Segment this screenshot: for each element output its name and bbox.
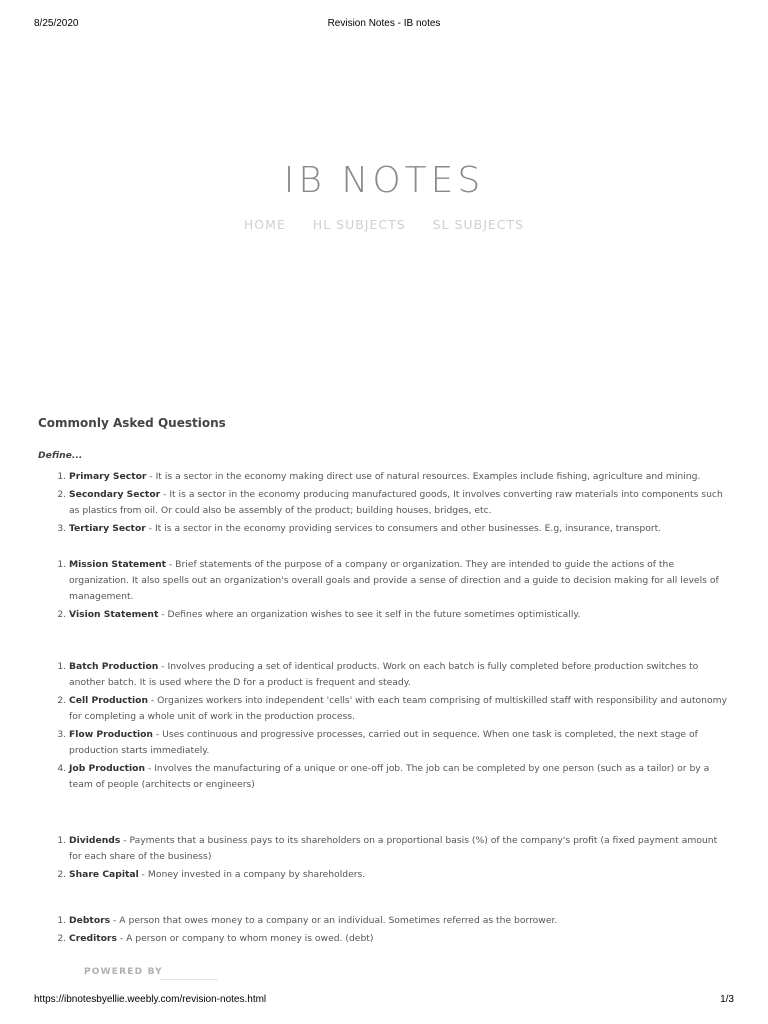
- list-item: [69, 931, 732, 947]
- print-page-title: Revision Notes - IB notes: [327, 18, 441, 29]
- list-item: [69, 469, 732, 485]
- term: Primary Sector: [69, 471, 147, 482]
- site-title[interactable]: IB NOTES: [283, 160, 485, 201]
- list-item: [69, 659, 732, 691]
- nav-hl-subjects[interactable]: HL SUBJECTS: [312, 217, 406, 232]
- term: Debtors: [69, 915, 111, 926]
- definition: - Uses continuous and progressive processes, carried out in sequence. When one task is completed, the next stage of production starts immediately.: [69, 729, 698, 756]
- print-date: 8/25/2020: [34, 18, 79, 29]
- nav-home[interactable]: HOME: [243, 217, 286, 232]
- define-label: Define...: [38, 450, 83, 461]
- list-item: [69, 521, 732, 537]
- term: Share Capital: [69, 869, 139, 880]
- list-item: [69, 557, 732, 605]
- list-item: [69, 727, 732, 759]
- definition: - A person or company to whom money is owed. (debt): [116, 933, 374, 944]
- term: Dividends: [69, 835, 121, 846]
- definition-group-statements: [38, 557, 732, 623]
- definition: - Payments that a business pays to its shareholders on a proportional basis (%) of the company's profit (a fixed payment amount for each share of the business): [69, 835, 718, 862]
- definition: - It is a sector in the economy providing services to consumers and other businesses. E.g, insurance, transport.: [145, 523, 662, 534]
- term: Cell Production: [69, 695, 149, 706]
- weebly-logo[interactable]: [160, 966, 218, 980]
- definition-group-sectors: [38, 469, 732, 537]
- list-item: [69, 693, 732, 725]
- term: Vision Statement: [69, 609, 159, 620]
- term: Creditors: [69, 933, 117, 944]
- definition: - Organizes workers into independent 'cells' with each team comprising of multiskilled staff with responsibility and autonomy for completing a whole unit of work in the production process.: [69, 695, 728, 722]
- main-content: [38, 414, 732, 967]
- definition: - Involves the manufacturing of a unique or one-off job. The job can be completed by one person (such as a tailor) or by a team of people (architects or engineers): [69, 763, 710, 790]
- print-header: [0, 18, 768, 32]
- section-heading: Commonly Asked Questions: [38, 416, 226, 430]
- term: Secondary Sector: [69, 489, 161, 500]
- definition-group-debt: [38, 913, 732, 947]
- definition: - It is a sector in the economy producing manufactured goods, It involves converting raw materials into components such as plastics from oil. Or could also be assembly of the product; building houses, bridges, etc.: [69, 489, 723, 516]
- definition: - Money invested in a company by shareholders.: [138, 869, 366, 880]
- print-page-number: 1/3: [720, 994, 734, 1005]
- term: Tertiary Sector: [69, 523, 146, 534]
- list-item: [69, 867, 732, 883]
- list-item: [69, 833, 732, 865]
- definition-group-capital: [38, 833, 732, 883]
- powered-by-label[interactable]: POWERED BY: [84, 967, 163, 977]
- term: Mission Statement: [69, 559, 166, 570]
- term: Job Production: [69, 763, 146, 774]
- print-footer: [0, 994, 768, 1008]
- definition: - It is a sector in the economy making direct use of natural resources. Examples include fishing, agriculture and mining.: [146, 471, 701, 482]
- definition: - A person that owes money to a company or an individual. Sometimes referred as the borrower.: [110, 915, 558, 926]
- term: Flow Production: [69, 729, 153, 740]
- definition: - Involves producing a set of identical products. Work on each batch is fully completed before production switches to another batch. It is used where the D for a product is frequent and steady.: [69, 661, 699, 688]
- site-nav: [0, 217, 768, 232]
- list-item: [69, 607, 732, 623]
- list-item: [69, 913, 732, 929]
- definition: - Brief statements of the purpose of a company or organization. They are intended to guide the actions of the organization. It also spells out an organization's overall goals and provide a sense of direction and a guide to decision making for all levels of management.: [69, 559, 719, 602]
- definition: - Defines where an organization wishes to see it self in the future sometimes optimistically.: [158, 609, 581, 620]
- list-item: [69, 761, 732, 793]
- list-item: [69, 487, 732, 519]
- definition-group-production: [38, 659, 732, 793]
- term: Batch Production: [69, 661, 159, 672]
- print-url: https://ibnotesbyellie.weebly.com/revision-notes.html: [34, 994, 267, 1005]
- nav-sl-subjects[interactable]: SL SUBJECTS: [432, 217, 525, 232]
